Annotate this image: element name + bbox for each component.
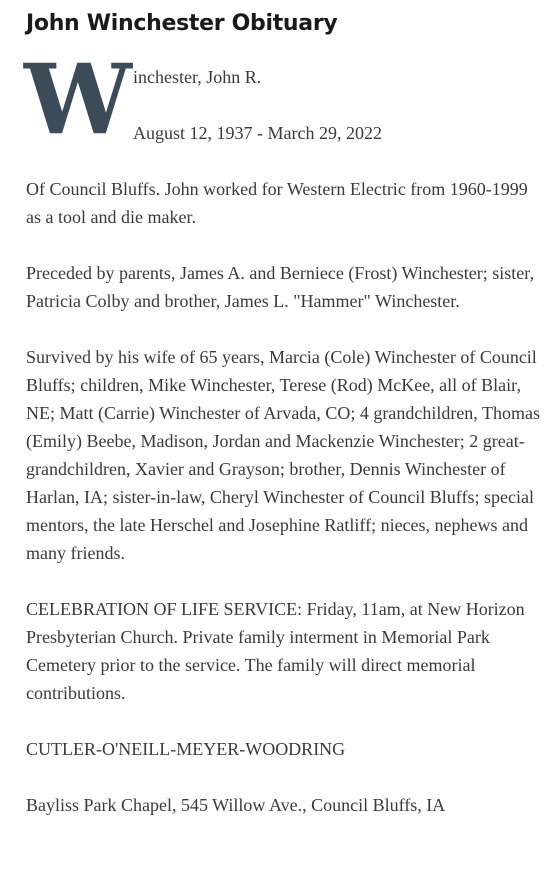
- paragraph-chapel-address: Bayliss Park Chapel, 545 Willow Ave., Council Bluffs, IA: [26, 795, 446, 815]
- paragraph-funeral-home: CUTLER-O'NEILL-MEYER-WOODRING: [26, 739, 346, 759]
- paragraph-occupation: Of Council Bluffs. John worked for Western Electric from 1960-1999 as a tool and die maker.: [26, 179, 528, 227]
- drop-cap-letter: W: [24, 43, 132, 156]
- paragraph-service: CELEBRATION OF LIFE SERVICE: Friday, 11am, at New Horizon Presbyterian Church. Private family interment in Memorial Park Cemetery prior to the service. The family will direct memorial contributions.: [26, 599, 525, 703]
- page-title: John Winchester Obituary: [26, 11, 338, 36]
- paragraph-preceded-by: Preceded by parents, James A. and Berniece (Frost) Winchester; sister, Patricia Colby and brother, James L. "Hammer" Winchester.: [26, 263, 535, 311]
- obituary-body: [26, 175, 546, 847]
- life-dates: August 12, 1937 - March 29, 2022: [133, 123, 382, 143]
- paragraph-survived-by: Survived by his wife of 65 years, Marcia (Cole) Winchester of Council Bluffs; children, Mike Winchester, Terese (Rod) McKee, all of Blair, NE; Matt (Carrie) Winchester of Arvada, CO; 4 grandchildren, Thomas (Emily) Beebe, Madison, Jordan and Mackenzie Winchester; 2 great-grandchildren, Xavier and Grayson; brother, Dennis Winchester of Harlan, IA; sister-in-law, Cheryl Winchester of Council Bluffs; special mentors, the late Herschel and Josephine Ratliff; nieces, nephews and many friends.: [26, 347, 540, 563]
- name-line: inchester, John R.: [133, 67, 262, 87]
